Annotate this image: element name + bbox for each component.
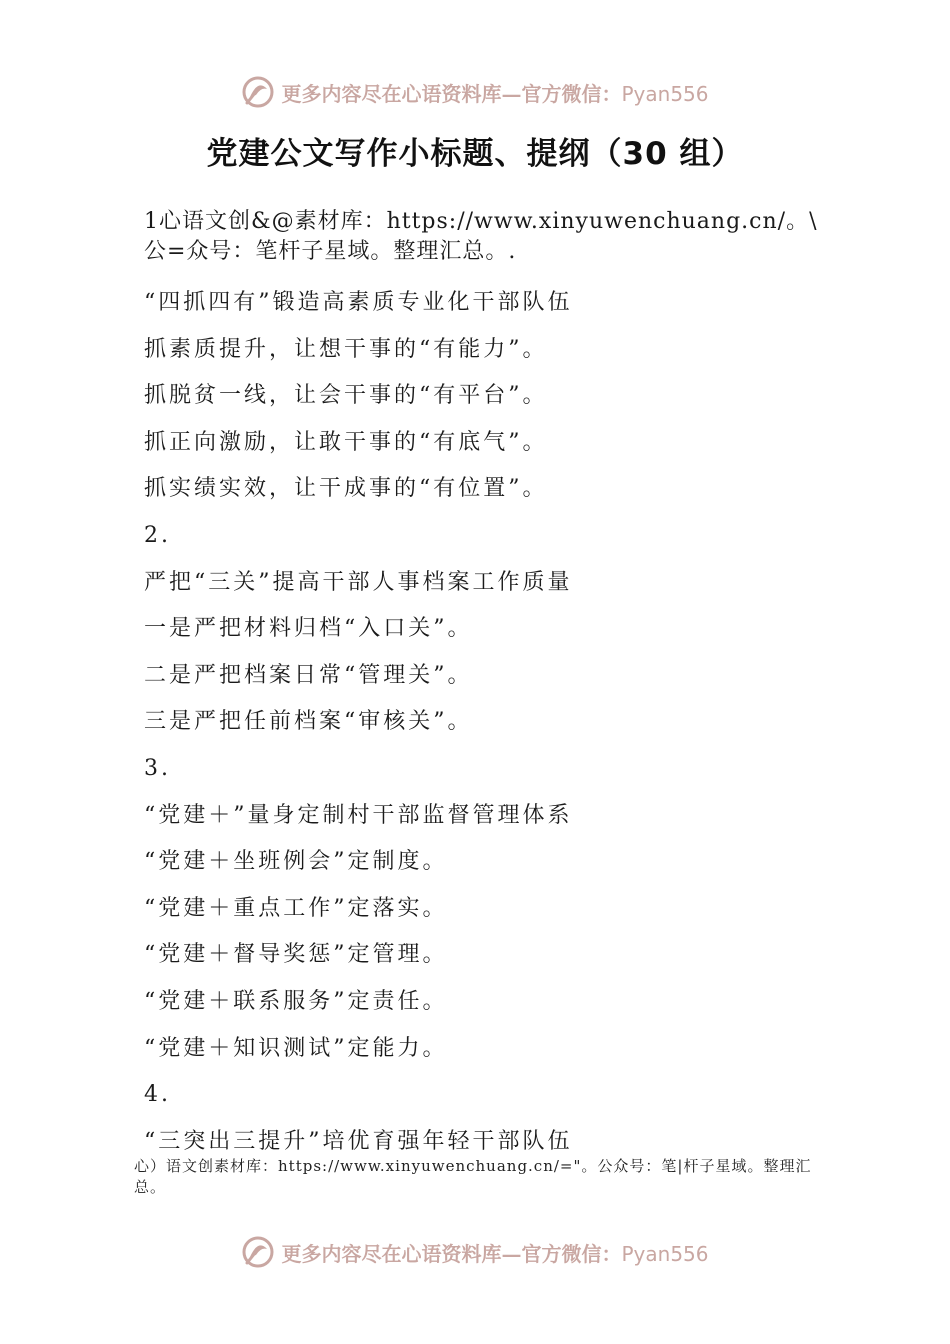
- watermark-wechat-id: Pyan556: [621, 1241, 709, 1266]
- outline-item: “党建＋督导奖惩”定管理。: [144, 942, 448, 968]
- intro-line-1: 1心语文创&@素材库：https://www.xinyuwenchuang.cn/。\: [144, 209, 818, 234]
- watermark-banner-top: [0, 72, 950, 112]
- document-title: 党建公文写作小标题、提纲（30 组）: [206, 136, 744, 172]
- swirl-logo-icon: [241, 75, 275, 109]
- outline-heading-1: “四抓四有”锻造高素质专业化干部队伍: [144, 290, 573, 315]
- outline-number-3: 3.: [144, 755, 171, 781]
- outline-item: 二是严把档案日常“管理关”。: [144, 662, 473, 688]
- outline-item: 抓素质提升，让想干事的“有能力”。: [144, 336, 548, 362]
- watermark-text: 更多内容尽在心语资料库—官方微信：Pyan556: [281, 1241, 709, 1266]
- watermark-wechat-id: Pyan556: [621, 81, 709, 106]
- outline-number-4: 4.: [144, 1082, 171, 1108]
- outline-item: “党建＋重点工作”定落实。: [144, 895, 448, 921]
- outline-heading-4: “三突出三提升”培优育强年轻干部队伍: [144, 1128, 573, 1154]
- outline-heading-3: “党建＋”量身定制村干部监督管理体系: [144, 802, 573, 828]
- outline-item: 抓正向激励，让敢干事的“有底气”。: [144, 429, 548, 455]
- outline-body: [144, 283, 844, 1168]
- outline-item: “党建＋坐班例会”定制度。: [144, 849, 448, 875]
- intro-line-2: 公=众号：笔杆子星域。整理汇总。.: [144, 239, 517, 264]
- footer-note: 心）语文创素材库：https://www.xinyuwenchuang.cn/="。公众号：笔|杆子星域。整理汇总。: [134, 1157, 812, 1196]
- outline-heading-2: 严把“三关”提高干部人事档案工作质量: [144, 569, 573, 595]
- outline-item: 一是严把材料归档“入口关”。: [144, 616, 473, 642]
- outline-number-2: 2.: [144, 522, 171, 548]
- intro-paragraph: [144, 207, 824, 267]
- outline-item: “党建＋联系服务”定责任。: [144, 988, 448, 1014]
- watermark-banner-bottom: [0, 1232, 950, 1272]
- outline-item: “党建＋知识测试”定能力。: [144, 1035, 448, 1061]
- outline-item: 三是严把任前档案“审核关”。: [144, 709, 473, 735]
- outline-item: 抓脱贫一线，让会干事的“有平台”。: [144, 383, 548, 409]
- watermark-text: 更多内容尽在心语资料库—官方微信：Pyan556: [281, 81, 709, 106]
- swirl-logo-icon: [241, 1235, 275, 1269]
- outline-item: 抓实绩实效，让干成事的“有位置”。: [144, 476, 548, 502]
